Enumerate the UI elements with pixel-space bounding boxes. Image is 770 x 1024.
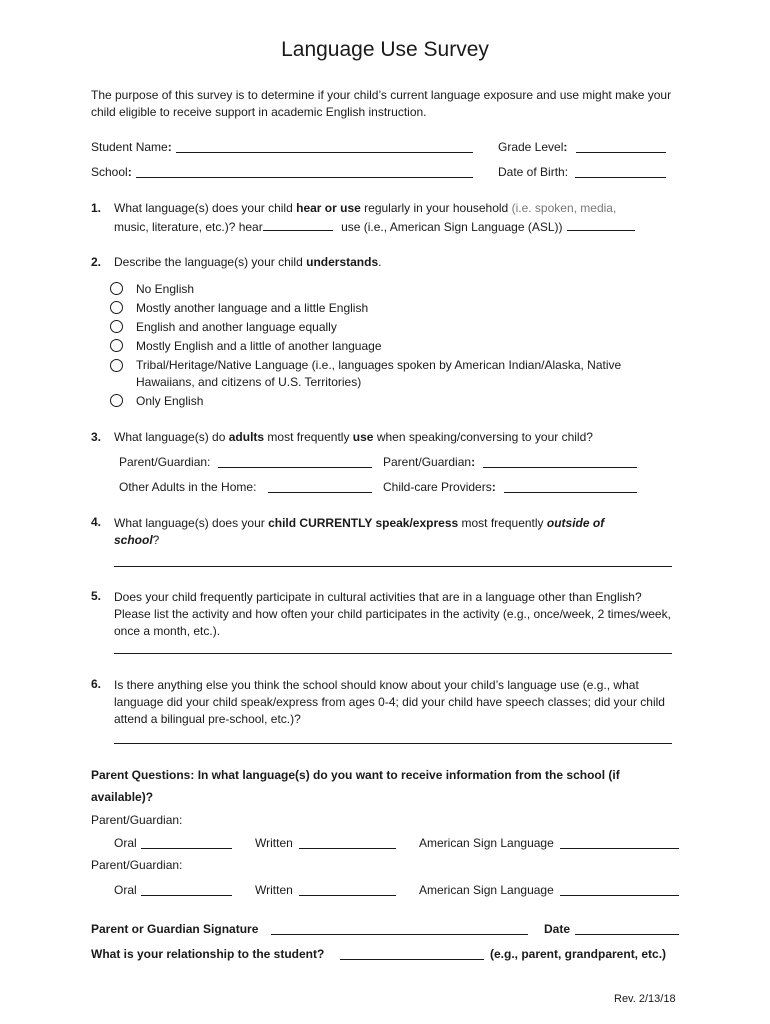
q3-pg2-field[interactable] [483,455,637,468]
asl-field-1[interactable] [560,836,679,849]
q3-other-field[interactable] [268,480,372,493]
q2-text-part: . [378,255,382,269]
student-name-row [91,140,172,154]
q2-option: Only English [136,394,204,408]
q4-number: 4. [91,515,102,529]
date-field[interactable] [575,922,679,935]
q4-text-part: most frequently [458,516,547,530]
colon: : [127,165,132,179]
grade-level-label: Grade Level [498,140,564,154]
student-name-label: Student Name [91,140,168,154]
q2-option: Tribal/Heritage/Native Language (i.e., languages spoken by American Indian/Alaska, Native Hawaiians, and citizens of U.S. Territories) [136,358,622,389]
q4-text-part: What language(s) does your [114,516,269,530]
oral-label: Oral [114,883,137,897]
q2-option: Mostly English and a little of another language [136,339,382,353]
revision-date: Rev. 2/13/18 [614,993,676,1005]
school-label: School [91,165,128,179]
q4-bold: child CURRENTLY speak/express [268,516,459,530]
q3-text [114,430,593,444]
q3-text-part: What language(s) do [114,430,229,444]
written-field-1[interactable] [299,836,396,849]
q2-text [114,255,381,269]
colon: : [563,140,568,154]
q4-text-part: ? [152,533,160,547]
q1-bold: hear or use [296,201,361,215]
q2-text-part: Describe the language(s) your child [114,255,307,269]
written-field-2[interactable] [299,883,396,896]
q2-option: English and another language equally [136,320,337,334]
student-name-field[interactable] [176,140,473,153]
q6-answer-line[interactable] [114,743,672,744]
q2-radio-no-english[interactable] [110,282,123,295]
asl-field-2[interactable] [560,883,679,896]
q3-text-part: most frequently [264,430,353,444]
q2-radio-mostly-another[interactable] [110,301,123,314]
asl-label: American Sign Language [419,836,554,850]
signature-field[interactable] [271,922,528,935]
q2-radio-tribal[interactable] [110,359,123,372]
colon: : [491,480,496,494]
oral-field-2[interactable] [141,883,232,896]
signature-label: Parent or Guardian Signature [91,922,259,936]
q5-number: 5. [91,589,102,603]
q1-number: 1. [91,201,102,215]
q2-option: No English [136,282,195,296]
parent-pg2-label: Parent/Guardian: [91,858,183,872]
q1-text: regularly in your household [360,201,512,215]
q2-option: Mostly another language and a little English [136,301,369,315]
q2-radio-only-english[interactable] [110,394,123,407]
q6-number: 6. [91,677,102,691]
q4-answer-line[interactable] [114,566,672,567]
q1-hear-label: music, literature, etc.)? hear [114,220,263,234]
q2-radio-equally[interactable] [110,320,123,333]
q1-use-field[interactable] [567,218,635,231]
q3-other-label: Other Adults in the Home: [119,480,257,494]
q3-text-part: when speaking/conversing to your child? [373,430,593,444]
q3-pg1-label: Parent/Guardian: [119,455,211,469]
dob-field[interactable] [575,165,666,178]
oral-field-1[interactable] [141,836,232,849]
q3-pg2-label: Parent/Guardian [383,455,472,469]
page-title: Language Use Survey [281,38,489,61]
q1-text: What language(s) does your child [114,201,297,215]
written-label: Written [255,883,293,897]
dob-label: Date of Birth: [498,165,569,179]
q5-answer-line[interactable] [114,653,672,654]
q1-gray: (i.e. spoken, media, [511,201,617,215]
q1-line1 [114,201,616,215]
q3-bold: use [352,430,374,444]
asl-label: American Sign Language [419,883,554,897]
q4-bold-italic: outside of school [114,516,605,547]
q2-bold: understands [306,255,379,269]
q1-use-label: use (i.e., American Sign Language (ASL)) [341,220,563,234]
grade-level-field[interactable] [576,140,666,153]
q3-pg1-field[interactable] [218,455,372,468]
colon: : [167,140,172,154]
q4-text [114,515,644,549]
q3-childcare-field[interactable] [504,480,637,493]
school-field[interactable] [136,165,473,178]
oral-label: Oral [114,836,137,850]
q1-line2 [114,218,635,234]
q2-radio-mostly-english[interactable] [110,339,123,352]
q1-hear-field[interactable] [263,218,333,231]
q3-childcare-row [383,480,496,494]
school-row [91,165,132,179]
parent-questions-heading: Parent Questions: In what language(s) do you want to receive information from the school (if available)? [91,768,620,804]
grade-level-row [498,140,567,154]
date-label: Date [544,922,571,936]
written-label: Written [255,836,293,850]
q6-text: Is there anything else you think the school should know about your child’s language use (e.g., what language did your child speak/express from ages 0-4; did your child have speech classes; did your child attend a bilingual pre-school, etc.)? [114,678,665,726]
q5-text: Does your child frequently participate in cultural activities that are in a language other than English? Please list the activity and how often your child participates in the activity (e.g., once/week, 2 times/week, once a month, etc.). [114,590,671,638]
relationship-label: What is your relationship to the student? [91,947,325,961]
intro-text: The purpose of this survey is to determine if your child’s current language exposure and use might make your child eligible to receive support in academic English instruction. [91,88,672,119]
colon: : [471,455,476,469]
q3-childcare-label: Child-care Providers [383,480,492,494]
q2-number: 2. [91,255,102,269]
q3-number: 3. [91,430,102,444]
relationship-field[interactable] [340,947,484,960]
relationship-example: (e.g., parent, grandparent, etc.) [490,947,667,961]
parent-pg1-label: Parent/Guardian: [91,813,183,827]
q3-bold: adults [228,430,265,444]
q3-pg2-row [383,455,475,469]
